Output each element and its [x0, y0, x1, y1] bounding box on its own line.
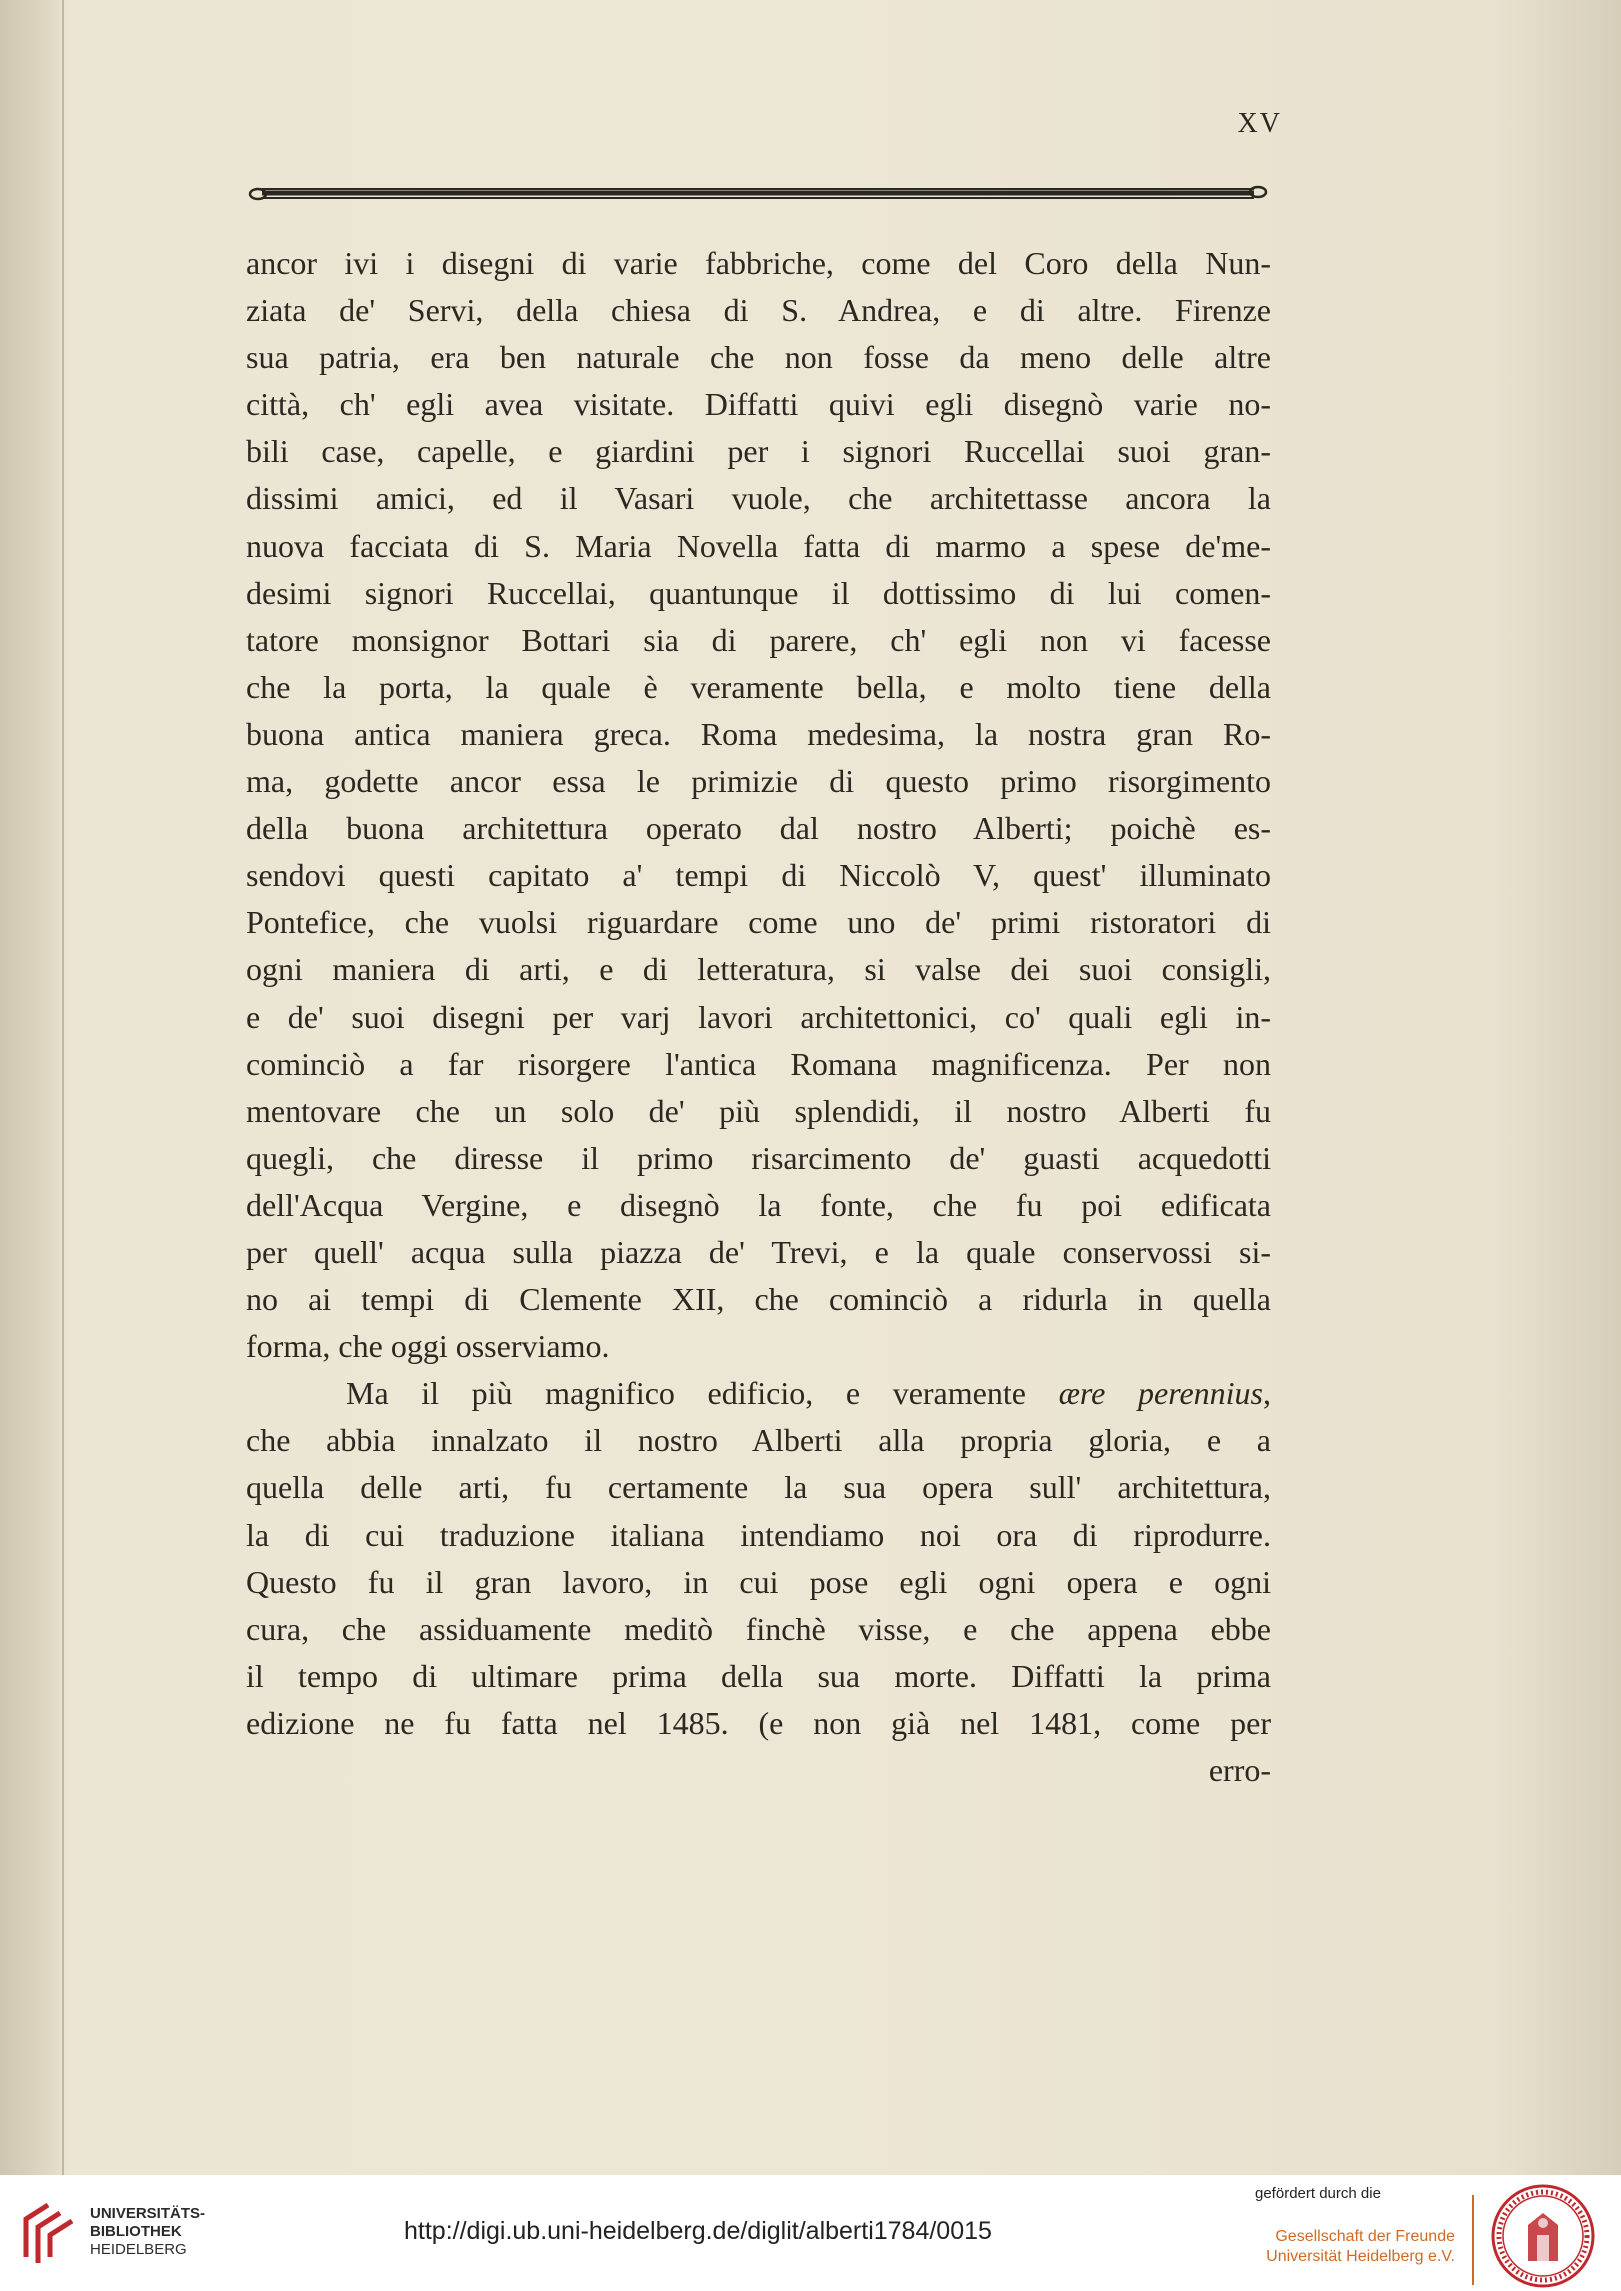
latin-phrase: ære perennius	[1058, 1375, 1264, 1412]
footer-divider	[1472, 2195, 1474, 2285]
text-line: ma, godette ancor essa le primizie di questo primo risorgimento	[246, 763, 1271, 800]
catchword: erro-	[1208, 1752, 1271, 1788]
text-line: nuova facciata di S. Maria Novella fatta di marmo a spese de'me-	[246, 527, 1271, 564]
library-name-line-2: BIBLIOTHEK	[90, 2223, 182, 2240]
page-number: XV	[1237, 108, 1282, 139]
library-name-line-3: HEIDELBERG	[90, 2241, 187, 2258]
ornamental-rule	[248, 180, 1268, 206]
viewer-footer	[0, 2175, 1621, 2291]
text-line: della buona architettura operato dal nostro Alberti; poichè es-	[246, 810, 1271, 847]
page-gutter	[0, 0, 70, 2175]
text-line: forma, che oggi osserviamo.	[246, 1328, 610, 1365]
text-line: edizione ne fu fatta nel 1485. (e non già nel 1481, come per	[246, 1704, 1271, 1741]
university-seal-icon	[1490, 2183, 1596, 2289]
text-line: buona antica maniera greca. Roma medesima, la nostra gran Ro-	[246, 715, 1271, 752]
sponsor-line-2: Universität Heidelberg e.V.	[1266, 2248, 1455, 2265]
sponsor-line-1: Gesellschaft der Freunde	[1275, 2228, 1455, 2245]
paragraph-start-text: Ma il più magnifico edificio, e veramente	[346, 1375, 1059, 1412]
text-line: dell'Acqua Vergine, e disegnò la fonte, che fu poi edificata	[246, 1186, 1271, 1223]
text-line: quegli, che diresse il primo risarcimento de' guasti acquedotti	[246, 1139, 1271, 1176]
permalink-url[interactable]: http://digi.ub.uni-heidelberg.de/diglit/alberti1784/0015	[404, 2217, 992, 2245]
text-line: città, ch' egli avea visitate. Diffatti quivi egli disegnò varie no-	[246, 386, 1271, 423]
text-line: cominciò a far risorgere l'antica Romana magnificenza. Per non	[246, 1045, 1271, 1082]
sponsor-name	[1255, 2227, 1455, 2267]
paragraph-start-line	[246, 1370, 1271, 1417]
text-line: quella delle arti, fu certamente la sua opera sull' architettura,	[246, 1469, 1271, 1506]
library-name-line-1: UNIVERSITÄTS-	[90, 2205, 206, 2222]
funded-by-label: gefördert durch die	[1255, 2185, 1381, 2202]
binding-shadow	[62, 0, 64, 2175]
text-line: che la porta, la quale è veramente bella, e molto tiene della	[246, 668, 1271, 705]
text-line: ogni maniera di arti, e di letteratura, si valse dei suoi consigli,	[246, 951, 1271, 988]
text-line: ziata de' Servi, della chiesa di S. Andrea, e di altre. Firenze	[246, 292, 1271, 329]
text-line: desimi signori Ruccellai, quantunque il dottissimo di lui comen-	[246, 574, 1271, 611]
library-name	[90, 2205, 205, 2259]
text-line: sendovi questi capitato a' tempi di Niccolò V, quest' illuminato	[246, 857, 1271, 894]
text-line: cura, che assiduamente meditò finchè visse, e che appena ebbe	[246, 1610, 1271, 1647]
text-line: sua patria, era ben naturale che non fosse da meno delle altre	[246, 339, 1271, 376]
university-library-logo-icon	[18, 2197, 78, 2267]
text-line: Questo fu il gran lavoro, in cui pose egli ogni opera e ogni	[246, 1563, 1271, 1600]
text-line: ancor ivi i disegni di varie fabbriche, come del Coro della Nun-	[246, 245, 1271, 281]
text-line: il tempo di ultimare prima della sua morte. Diffatti la prima	[246, 1657, 1271, 1694]
text-line: mentovare che un solo de' più splendidi, il nostro Alberti fu	[246, 1092, 1271, 1129]
text-line: Pontefice, che vuolsi riguardare come uno de' primi ristoratori di	[246, 904, 1271, 941]
text-line: tatore monsignor Bottari sia di parere, ch' egli non vi facesse	[246, 621, 1271, 658]
text-line: per quell' acqua sulla piazza de' Trevi, e la quale conservossi si-	[246, 1233, 1271, 1270]
text-line: e de' suoi disegni per varj lavori architettonici, co' quali egli in-	[246, 998, 1271, 1035]
text-line: bili case, capelle, e giardini per i signori Ruccellai suoi gran-	[246, 433, 1271, 470]
paragraph-start-punct: ,	[1263, 1375, 1272, 1412]
body-text	[246, 240, 1271, 1794]
text-line: che abbia innalzato il nostro Alberti alla propria gloria, e a	[246, 1422, 1271, 1459]
text-line: la di cui traduzione italiana intendiamo noi ora di riprodurre.	[246, 1516, 1271, 1553]
text-line: no ai tempi di Clemente XII, che cominciò a ridurla in quella	[246, 1281, 1271, 1318]
text-line: dissimi amici, ed il Vasari vuole, che architettasse ancora la	[246, 480, 1271, 517]
